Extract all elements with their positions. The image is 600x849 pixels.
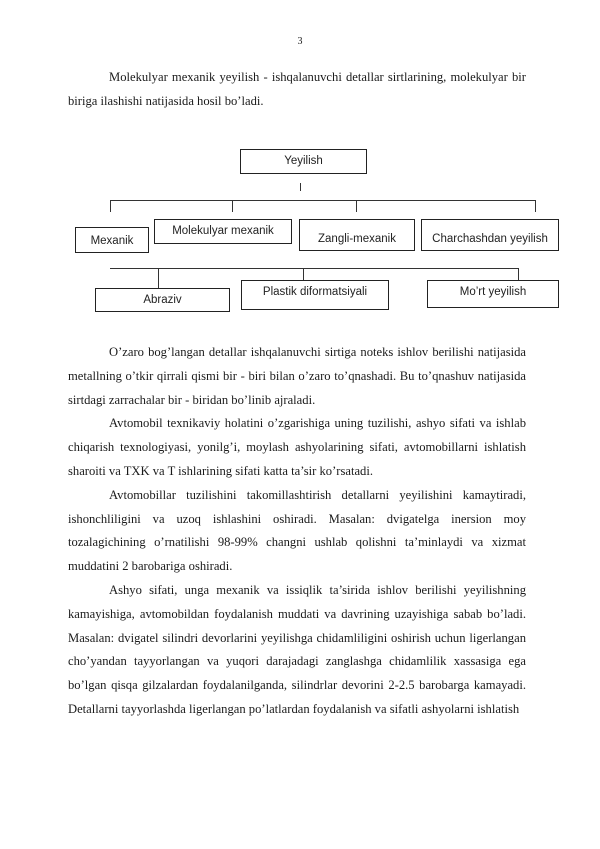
level2-label: Mo’rt yeyilish	[459, 286, 527, 298]
level1-label: Zangli-mexanik	[318, 233, 396, 245]
drop-abraziv	[158, 268, 159, 288]
root-connector	[300, 183, 301, 191]
paragraph: Avtomobil texnikaviy holatini o’zgarishiga uning tuzilishi, ashyo sifati va ishlab chiqarish texnologiyasi, yonilg’i, moylash ashyolarining sifati, avtomobillarni ishlatish sharoiti va TXK va T ishlarining sifati katta ta’sir ko’rsatadi.	[68, 416, 526, 478]
level2-box-plastik	[241, 280, 389, 310]
drop-charchash	[535, 200, 536, 212]
level1-box-charchash	[421, 219, 559, 251]
root-box	[240, 149, 367, 174]
level2-box-mort	[427, 280, 559, 308]
level1-box-zangli	[299, 219, 415, 251]
level1-label: Mexanik	[90, 235, 134, 247]
level1-box-molekulyar	[154, 219, 292, 244]
drop-mort	[518, 268, 519, 280]
page-number: 3	[297, 36, 303, 47]
intro-paragraph: Molekulyar mexanik yeyilish - ishqalanuvchi detallar sirtlarining, molekulyar bir biriga ilashishi natijasida hosil bo’ladi.	[68, 70, 526, 108]
level1-label: Charchashdan yeyilish	[432, 233, 548, 245]
paragraph: O’zaro bog’langan detallar ishqalanuvchi sirtiga noteks ishlov berilishi natijasida metallning o’tkir qirrali qismi bir - biri bilan o’zaro to’qnashadi. Bu to’qnashuv natijasida sirtdagi zarrachalar bir - biridan bo’linib ajraladi.	[68, 345, 526, 407]
drop-molekulyar	[232, 200, 233, 212]
drop-plastik	[303, 268, 304, 280]
drop-mexanik	[110, 200, 111, 212]
level2-bus	[110, 268, 519, 269]
level1-label: Molekulyar mexanik	[172, 225, 274, 237]
level2-label: Plastik diformatsiyali	[262, 286, 368, 298]
drop-zangli	[356, 200, 357, 212]
level1-bus	[110, 200, 536, 201]
level2-label: Abraziv	[143, 294, 182, 306]
level2-box-abraziv	[95, 288, 230, 312]
paragraph: Ashyo sifati, unga mexanik va issiqlik ta’sirida ishlov berilishi yeyilishning kamayishiga, avtomobildan foydalanish muddati va davrining uzayishiga sabab bo’ladi. Masalan: dvigatel silindri devorlarini yeyilishga chidamliligini oshirish uchun ligerlangan cho’yandan tayyorlangan va yuqori darajadagi zanglashga chidamlilik xassasiga ega bo’lgan qisqa gilzalardan foydalanilganda, silindrlar devorini 2-2.5 barobarga kamayadi. Detallarni tayyorlashda ligerlangan po’latlardan foydalanish va sifatli ashyolarni ishlatish	[68, 582, 526, 716]
body-text	[68, 341, 526, 722]
level1-box-mexanik	[75, 227, 149, 253]
root-label: Yeyilish	[284, 155, 323, 167]
paragraph: Avtomobillar tuzilishini takomillashtirish detallarni yeyilishini kamaytiradi, ishonchliligini va uzoq ishlashini oshiradi. Masalan: dvigatelga inersion moy tozalagichining o’rnatilishi 98-99% changni ushlab qolishni ta’minlaydi va xizmat muddatini 2 barobariga oshiradi.	[68, 487, 526, 574]
